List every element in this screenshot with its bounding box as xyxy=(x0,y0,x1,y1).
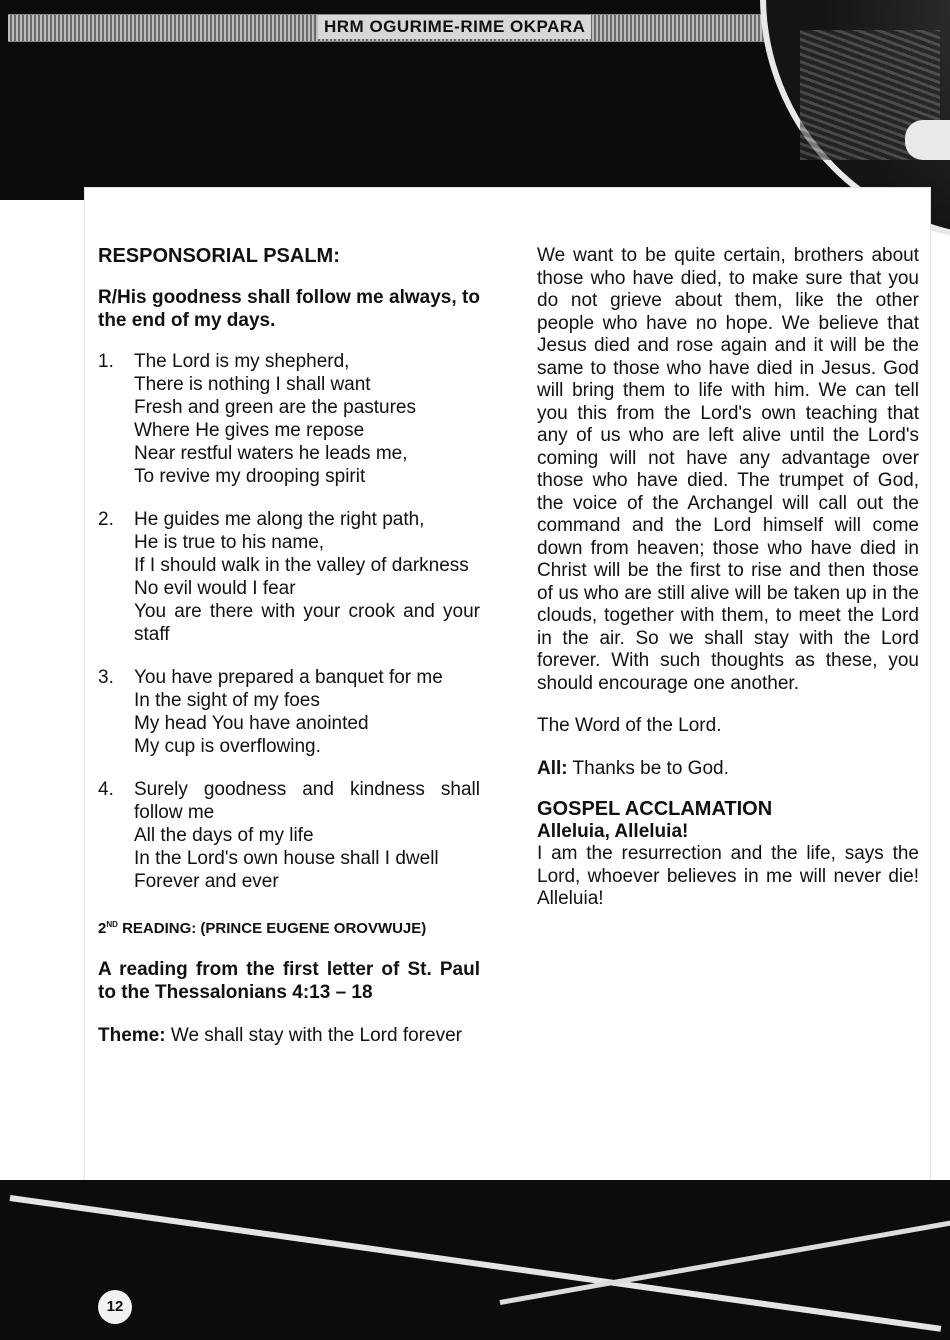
verse-line: Where He gives me repose xyxy=(134,420,365,441)
verse-number: 3. xyxy=(98,667,114,688)
verse-line: If I should walk in the valley of darkness xyxy=(134,555,469,576)
psalm-verse xyxy=(98,778,480,893)
seal-fragment xyxy=(905,120,950,160)
verse-line: No evil would I fear xyxy=(134,578,296,599)
verse-line: There is nothing I shall want xyxy=(134,374,371,395)
verse-line: To revive my drooping spirit xyxy=(134,466,366,487)
verse-line: All the days of my life xyxy=(134,825,314,846)
word-of-the-lord: The Word of the Lord. xyxy=(537,715,722,736)
verse-number: 2. xyxy=(98,509,114,530)
psalm-verses xyxy=(98,350,480,893)
verse-line: Near restful waters he leads me, xyxy=(134,443,408,464)
verse-text xyxy=(134,666,480,758)
reading-title: A reading from the first letter of St. Paul to the Thessalonians 4:13 – 18 xyxy=(98,959,480,1003)
alleluia-line: Alleluia, Alleluia! xyxy=(537,820,689,842)
all-response xyxy=(537,758,919,781)
left-column xyxy=(98,245,480,1047)
theme-label: Theme: xyxy=(98,1025,166,1046)
reading-theme xyxy=(98,1024,480,1047)
verse-text xyxy=(134,508,480,646)
verse-number: 1. xyxy=(98,351,114,372)
verse-line: Surely goodness and kindness shall follow me xyxy=(134,779,480,823)
all-text: Thanks be to God. xyxy=(572,757,729,779)
reading-body: We want to be quite certain, brothers about those who have died, to make sure that you do not grieve about them, like the other people who have no hope. We believe that Jesus died and rose again and it will be the same to those who have died in Jesus. God will bring them to life with him. We can tell you this from the Lord's own teaching that any of us who are left alive until the Lord's coming will not have any advantage over those who have died. The trumpet of God, the voice of the Archangel will call out the command and the Lord himself will come down from heaven; those who have died in Christ will be the first to rise and then those of us who are still alive will be taken up in the clouds, together with them, to meet the Lord in the air. So we shall stay with the Lord forever. With such thoughts as these, you should encourage one another. xyxy=(537,245,919,694)
verse-line: He is true to his name, xyxy=(134,532,325,553)
all-label: All: xyxy=(537,757,568,779)
reading-label-text: READING: xyxy=(122,920,197,937)
verse-text xyxy=(134,778,480,893)
verse-line: You are there with your crook and your staff xyxy=(134,601,480,645)
verse-line: You have prepared a banquet for me xyxy=(134,667,443,688)
page-number: 12 xyxy=(98,1290,132,1324)
gospel-acclamation-heading: GOSPEL ACCLAMATION xyxy=(537,798,773,820)
psalm-verse xyxy=(98,508,480,646)
theme-text: We shall stay with the Lord forever xyxy=(170,1025,462,1046)
header-title: HRM OGURIME-RIME OKPARA xyxy=(318,15,591,39)
reading-label xyxy=(98,913,480,940)
verse-line: The Lord is my shepherd, xyxy=(134,351,350,372)
verse-text xyxy=(134,350,480,488)
psalm-verse xyxy=(98,666,480,758)
right-column xyxy=(537,245,919,911)
reading-ordinal: 2 xyxy=(98,920,107,937)
verse-line: Forever and ever xyxy=(134,871,279,892)
gospel-acclamation-text: I am the resurrection and the life, says the Lord, whoever believes in me will never die! Alleluia! xyxy=(537,843,919,909)
verse-line: Fresh and green are the pastures xyxy=(134,397,417,418)
verse-line: My head You have anointed xyxy=(134,713,369,734)
psalm-verse xyxy=(98,350,480,488)
psalm-response: R/His goodness shall follow me always, to the end of my days. xyxy=(98,287,480,331)
verse-number: 4. xyxy=(98,779,114,800)
verse-line: He guides me along the right path, xyxy=(134,509,425,530)
verse-line: In the sight of my foes xyxy=(134,690,320,711)
reading-reader: (PRINCE EUGENE OROVWUJE) xyxy=(200,920,427,937)
left-edge-decoration xyxy=(0,40,12,200)
verse-line: In the Lord's own house shall I dwell xyxy=(134,848,439,869)
reading-ordinal-suffix: ND xyxy=(106,920,118,929)
verse-line: My cup is overflowing. xyxy=(134,736,321,757)
psalm-heading: RESPONSORIAL PSALM: xyxy=(98,245,340,267)
